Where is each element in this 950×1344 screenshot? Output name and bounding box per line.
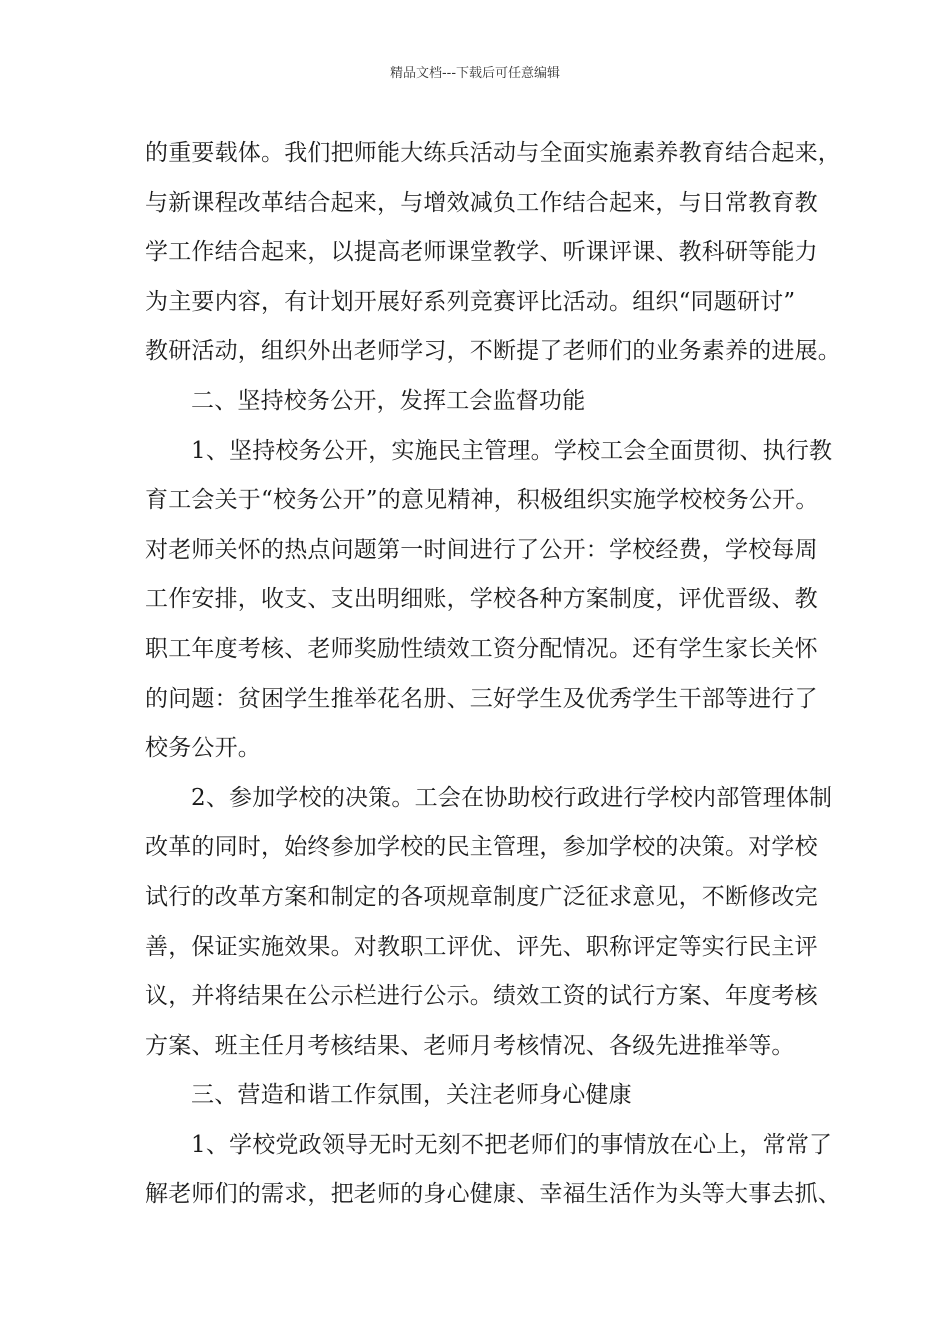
text-line: 教研活动，组织外出老师学习，不断提了老师们的业务素养的进展。 [145,338,841,365]
text-line: 为主要内容，有计划开展好系列竞赛评比活动。组织“同题研讨” [145,288,796,315]
text-line: 改革的同时，始终参加学校的民主管理，参加学校的决策。对学校 [145,834,818,861]
document-body [145,129,841,1220]
section-heading: 二、坚持校务公开，发挥工会监督功能 [191,387,586,414]
text-line: 方案、班主任月考核结果、老师月考核情况、各级先进推举等。 [145,1032,795,1059]
text-line: 对老师关怀的热点问题第一时间进行了公开：学校经费，学校每周 [145,536,818,563]
text-line: 职工年度考核、老师奖励性绩效工资分配情况。还有学生家长关怀 [145,635,818,662]
page-header: 精品文档---下载后可任意编辑 [389,66,561,81]
text-line: 校务公开。 [145,735,261,762]
text-line: 的重要载体。我们把师能大练兵活动与全面实施素养教育结合起来， [145,140,841,166]
text-line: 解老师们的需求，把老师的身心健康、幸福生活作为头等大事去抓、 [145,1181,841,1208]
text-line: 的问题：贫困学生推举花名册、三好学生及优秀学生干部等进行了 [145,685,818,712]
section-heading: 三、营造和谐工作氛围，关注老师身心健康 [191,1082,632,1109]
text-line: 育工会关于“校务公开”的意见精神，积极组织实施学校校务公开。 [145,487,819,514]
text-line: 善，保证实施效果。对教职工评优、评先、职称评定等实行民主评 [145,933,818,960]
text-line: 试行的改革方案和制定的各项规章制度广泛征求意见，不断修改完 [145,883,818,910]
text-line: 工作安排，收支、支出明细账，学校各种方案制度，评优晋级、教 [145,586,818,613]
paragraph-start-line: 2、参加学校的决策。工会在协助校行政进行学校内部管理体制 [191,784,833,811]
paragraph-start-line: 1、坚持校务公开，实施民主管理。学校工会全面贯彻、执行教 [191,437,833,464]
text-line: 与新课程改革结合起来，与增效减负工作结合起来，与日常教育教 [145,189,818,216]
text-line: 学工作结合起来，以提高老师课堂教学、听课评课、教科研等能力 [145,239,818,266]
text-line: 议，并将结果在公示栏进行公示。绩效工资的试行方案、年度考核 [145,983,818,1010]
paragraph-start-line: 1、学校党政领导无时无刻不把老师们的事情放在心上，常常了 [191,1131,833,1158]
